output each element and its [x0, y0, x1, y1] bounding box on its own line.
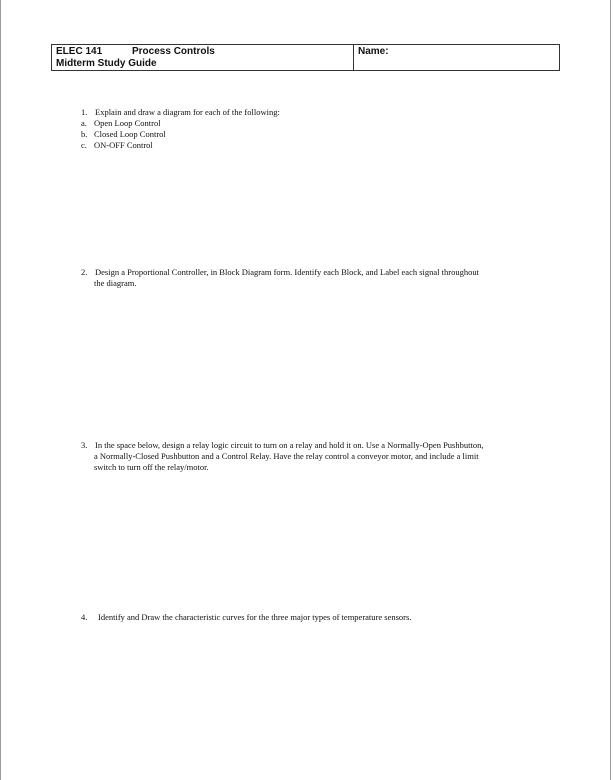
- list-item: [81, 140, 280, 151]
- list-item-text: Closed Loop Control: [94, 129, 166, 139]
- document-subtitle: Midterm Study Guide: [56, 58, 157, 69]
- question-1: [81, 107, 280, 151]
- question-number: 1.: [81, 107, 88, 117]
- header-course-cell: [52, 45, 354, 70]
- question-4: [81, 612, 561, 623]
- question-text-line-1: Design a Proportional Controller, in Block Diagram form. Identify each Block, and Label each signal throughout: [95, 267, 479, 277]
- list-item: [81, 118, 280, 129]
- question-text-line-3: switch to turn off the relay/motor.: [94, 462, 209, 472]
- question-number: 2.: [81, 267, 88, 277]
- question-2: [81, 267, 561, 289]
- list-item-text: Open Loop Control: [94, 118, 161, 128]
- list-item: [81, 129, 280, 140]
- question-text-line-2: the diagram.: [94, 278, 137, 288]
- header-table: [51, 44, 560, 71]
- header-name-cell: [354, 45, 559, 70]
- question-text-line-2: a Normally-Closed Pushbutton and a Control Relay. Have the relay control a conveyor motor, and include a limit: [94, 451, 479, 461]
- question-3: [81, 440, 561, 473]
- course-code: ELEC 141: [56, 46, 103, 57]
- list-item-letter: c.: [81, 140, 87, 150]
- question-text: Identify and Draw the characteristic curves for the three major types of temperature sensors.: [98, 612, 412, 622]
- course-line: [56, 46, 349, 58]
- question-number: 3.: [81, 440, 88, 450]
- list-item-letter: b.: [81, 129, 88, 139]
- list-item-text: ON-OFF Control: [94, 140, 153, 150]
- question-number: 4.: [81, 612, 88, 622]
- question-text-line-1: In the space below, design a relay logic circuit to turn on a relay and hold it on. Use a Normally-Open Pushbutton,: [95, 440, 484, 450]
- question-text: Explain and draw a diagram for each of the following:: [95, 107, 280, 117]
- list-item-letter: a.: [81, 118, 87, 128]
- course-title: Process Controls: [132, 46, 215, 57]
- name-label: Name:: [358, 46, 389, 57]
